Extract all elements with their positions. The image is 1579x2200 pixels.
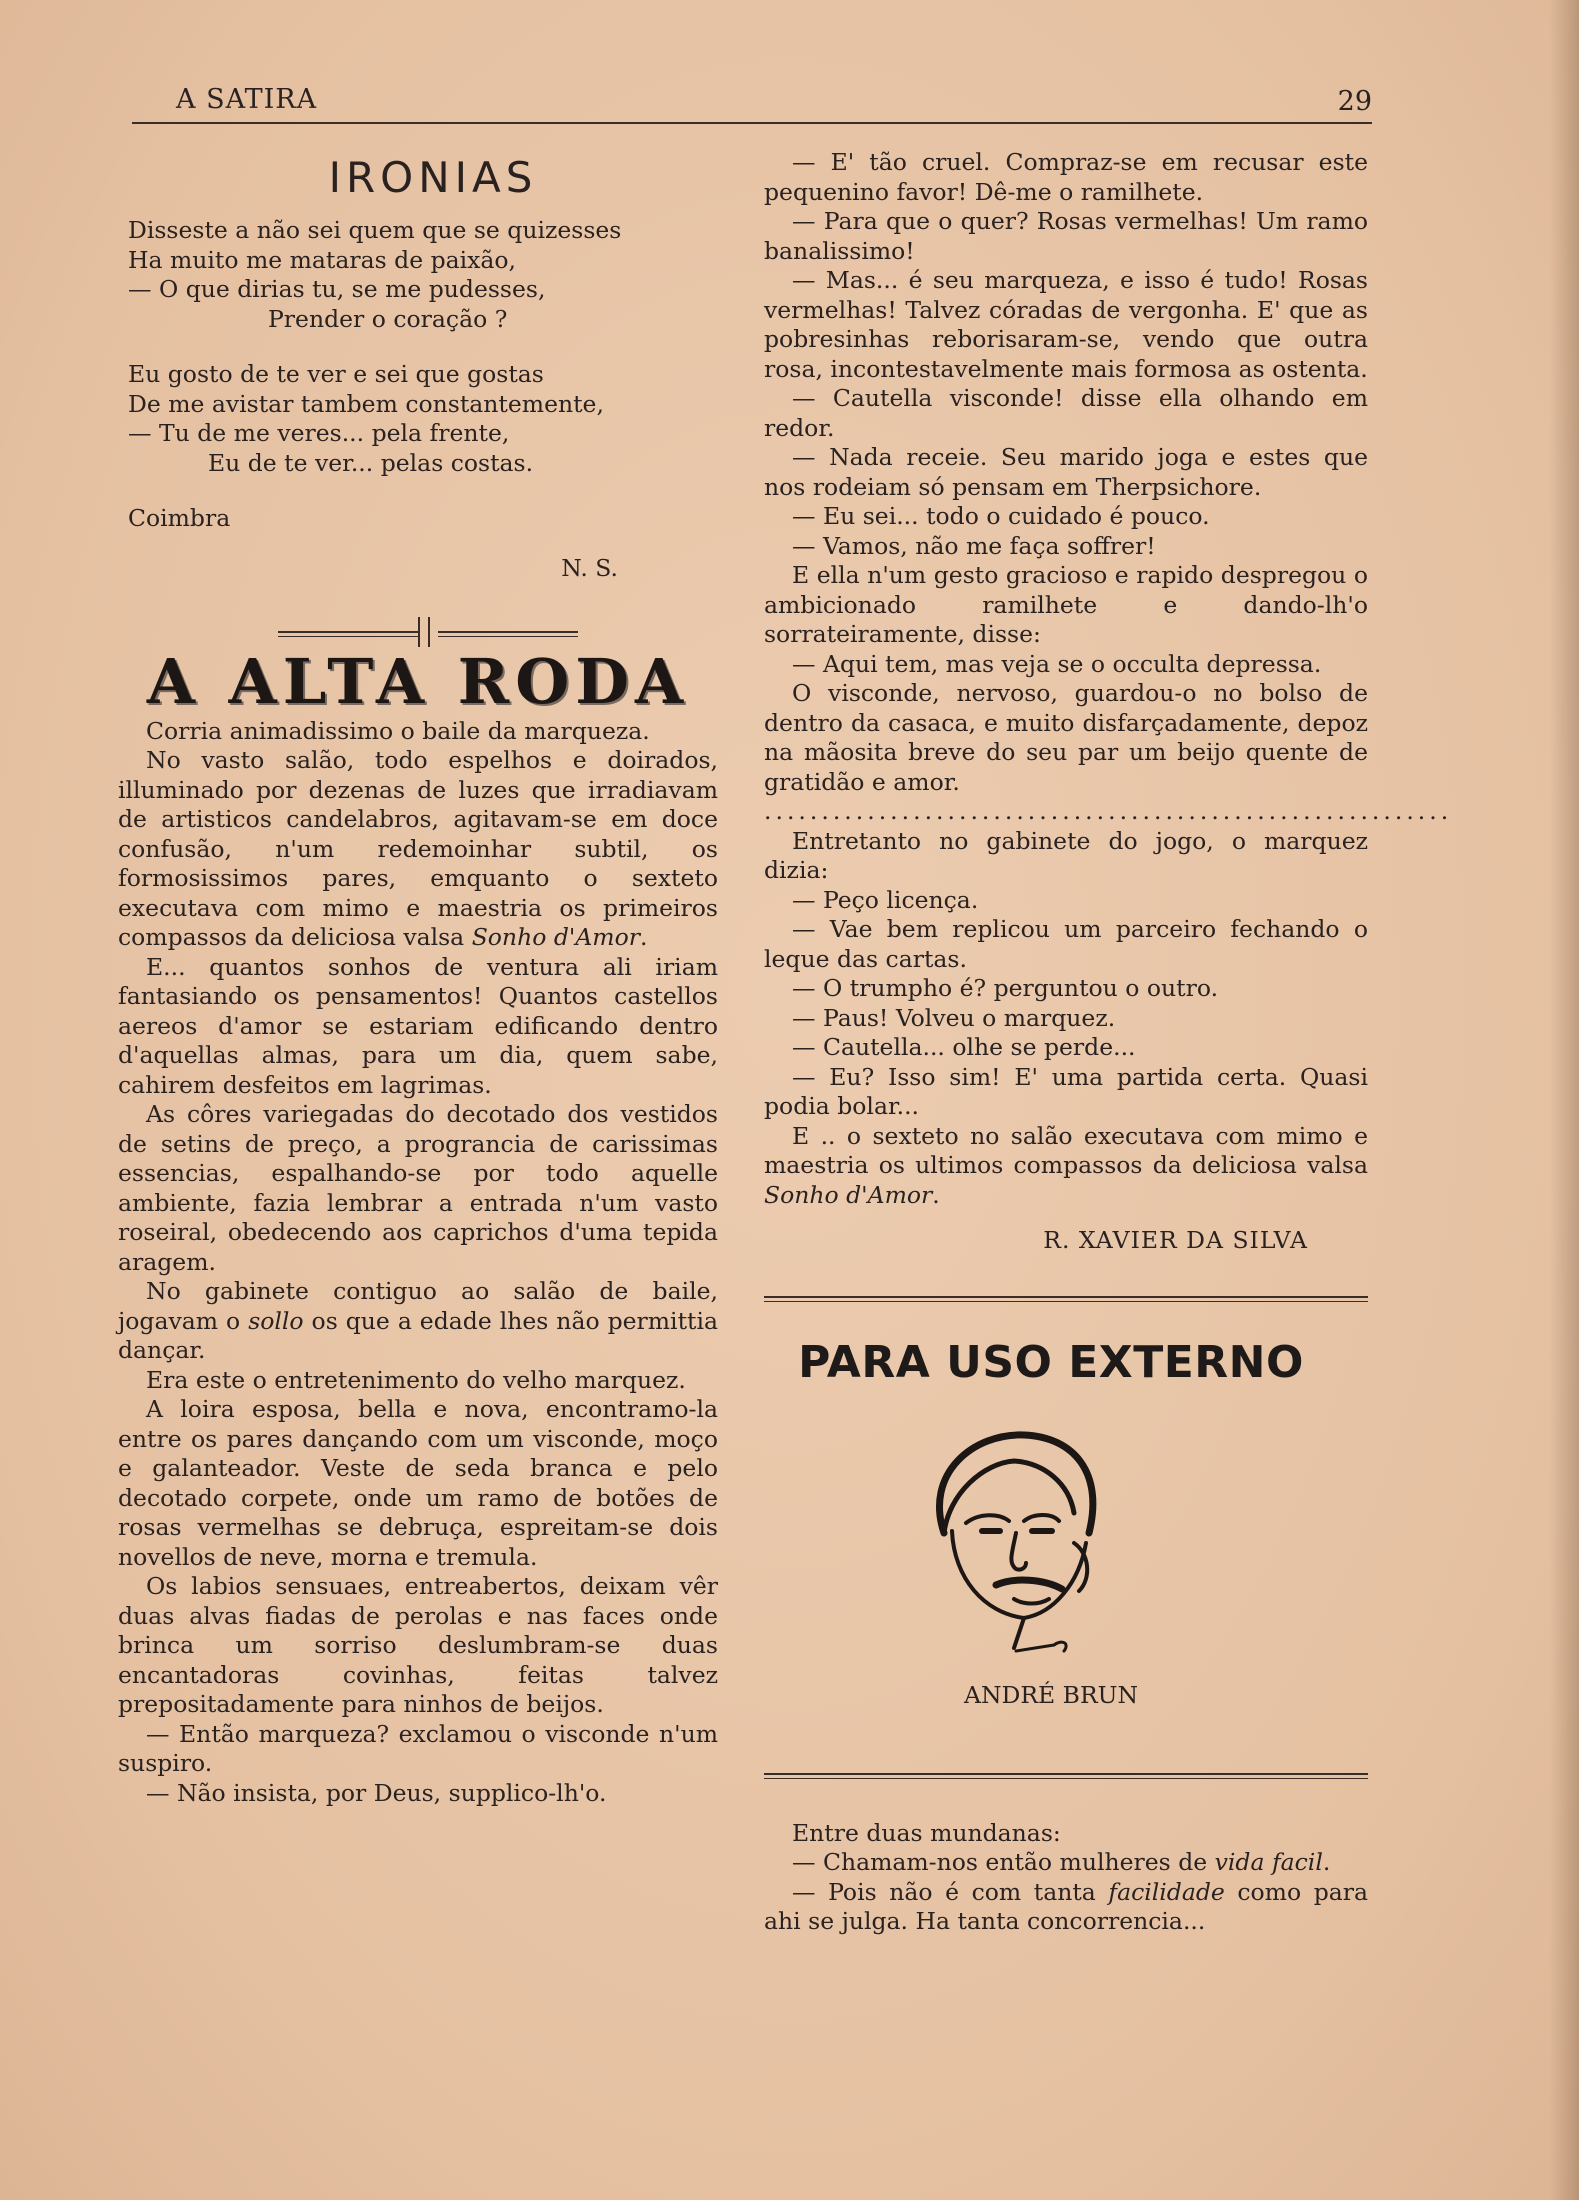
poem-line: — Tu de me veres... pela frente, bbox=[128, 419, 510, 447]
poem-line: Eu gosto de te ver e sei que gostas bbox=[128, 360, 544, 388]
paragraph: — Para que o quer? Rosas vermelhas! Um ramo banalissimo! bbox=[764, 207, 1368, 265]
poem-stanza-1 bbox=[128, 216, 718, 334]
italic-title: Sonho d'Amor bbox=[764, 1180, 933, 1209]
page-edge-shadow bbox=[1549, 0, 1579, 2200]
paragraph: A loira esposa, bella e nova, encontramo-la entre os pares dançando com um visconde, moço e galanteador. Veste de seda branca e pelo decotado corpete, onde um ramo de botões de rosas vermelhas se debruça, espreitam-se dois novellos de neve, morna e tremula. bbox=[118, 1395, 718, 1571]
ironias-title: IRONIAS bbox=[328, 153, 538, 202]
header-rule bbox=[132, 122, 1372, 124]
article-author: R. XAVIER DA SILVA bbox=[1043, 1226, 1308, 1254]
paragraph: No gabinete contiguo ao salão de baile, jogavam o sollo os que a edade lhes não permittia dançar. bbox=[118, 1277, 718, 1364]
paragraph: — Cautella... olhe se perde... bbox=[792, 1033, 1136, 1061]
paragraph: No vasto salão, todo espelhos e doirados, illuminado por dezenas de luzes que irradiavam de artisticos candelabros, agitavam-se em doce confusão, n'um redemoinhar subtil, os formosissimos pares, emquanto o sexteto executava com mimo e maestria os primeiros compassos da deliciosa valsa Sonho d'Amor. bbox=[118, 746, 718, 951]
paragraph: — Paus! Volveu o marquez. bbox=[792, 1003, 1116, 1032]
left-column bbox=[118, 148, 718, 1808]
caricature-illustration bbox=[904, 1413, 1124, 1663]
alta-roda-title: A ALTA RODA bbox=[146, 645, 690, 718]
poem-line: Disseste a não sei quem que se quizesses bbox=[128, 216, 622, 244]
paragraph: E .. o sexteto no salão executava com mimo e maestria os ultimos compassos da deliciosa valsa Sonho d'Amor. bbox=[764, 1121, 1368, 1209]
paragraph: — Aqui tem, mas veja se o occulta depressa. bbox=[792, 649, 1322, 678]
paragraph: — Cautella visconde! disse ella olhando em redor. bbox=[764, 384, 1368, 442]
page-number: 29 bbox=[1337, 86, 1372, 117]
italic-title: Sonho d'Amor bbox=[471, 923, 640, 951]
section-rule bbox=[764, 1296, 1368, 1302]
paragraph: — O trumpho é? perguntou o outro. bbox=[792, 974, 1219, 1002]
dotted-separator: ............................................................ bbox=[764, 797, 1453, 825]
joke-line: — Chamam-nos então mulheres de vida facil. bbox=[792, 1848, 1331, 1876]
paragraph: Entretanto no gabinete do jogo, o marquez dizia: bbox=[764, 826, 1368, 884]
italic-word: sollo bbox=[248, 1306, 304, 1335]
alta-roda-body-left bbox=[118, 717, 718, 1809]
paragraph: — Peço licença. bbox=[792, 885, 979, 914]
paragraph: — Não insista, por Deus, supplico-lh'o. bbox=[146, 1778, 607, 1807]
poem-place: Coimbra bbox=[128, 504, 231, 532]
poem-signature: N. S. bbox=[561, 553, 618, 582]
paragraph: — Nada receie. Seu marido joga e estes que nos rodeiam só pensam em Therpsichore. bbox=[764, 443, 1368, 501]
paragraph: As côres variegadas do decotado dos vestidos de setins de preço, a prograncia de carissimas essencias, espalhando-se por todo aquelle ambiente, fazia lembrar a entrada n'um vasto roseiral, obedecendo aos caprichos d'uma tepida aragem. bbox=[118, 1100, 718, 1276]
paragraph: — Vamos, não me faça soffrer! bbox=[792, 531, 1156, 560]
running-head bbox=[132, 84, 1372, 124]
paragraph: — Mas... é seu marqueza, e isso é tudo! Rosas vermelhas! Talvez córadas de vergonha. E' que as pobresinhas reborisaram-se, vendo que outra rosa, incontestavelmente mais formosa as ostenta. bbox=[764, 266, 1368, 383]
caricature-caption: ANDRÉ BRUN bbox=[963, 1681, 1139, 1709]
paragraph: Era este o entretenimento do velho marquez. bbox=[146, 1365, 686, 1394]
poem-line: Eu de te ver... pelas costas. bbox=[208, 448, 534, 477]
poem-line: Ha muito me mataras de paixão, bbox=[128, 245, 517, 274]
paragraph: E ella n'um gesto gracioso e rapido despregou o ambicionado ramilhete e dando-lh'o sorrateiramente, disse: bbox=[764, 561, 1368, 648]
paragraph: — Então marqueza? exclamou o visconde n'um suspiro. bbox=[118, 1719, 718, 1777]
poem-stanza-2 bbox=[128, 360, 718, 478]
joke-line: — Pois não é com tanta facilidade como para ahi se julga. Ha tanta concorrencia... bbox=[764, 1877, 1368, 1935]
italic-phrase: vida facil bbox=[1214, 1848, 1323, 1876]
para-uso-externo-title: PARA USO EXTERNO bbox=[798, 1336, 1304, 1388]
paragraph: Corria animadissimo o baile da marqueza. bbox=[146, 716, 650, 745]
paragraph: E... quantos sonhos de ventura ali iriam fantasiando os pensamentos! Quantos castellos aereos d'amor se estariam edificando dentro d'aquellas almas, para um dia, quem sabe, cahirem desfeitos em lagrimas. bbox=[118, 952, 718, 1099]
paragraph: Os labios sensuaes, entreabertos, deixam vêr duas alvas fiadas de perolas e nas faces onde brinca um sorriso deslumbram-se duas encantadoras covinhas, feitas talvez prepositadamente para ninhos de beijos. bbox=[118, 1572, 718, 1718]
section-divider-ornament bbox=[118, 597, 718, 657]
paragraph: — Eu? Isso sim! E' uma partida certa. Quasi podia bolar... bbox=[764, 1062, 1368, 1120]
paragraph: — E' tão cruel. Compraz-se em recusar este pequenino favor! Dê-me o ramilhete. bbox=[764, 148, 1368, 206]
italic-phrase: facilidade bbox=[1108, 1877, 1225, 1906]
alta-roda-body-right bbox=[764, 148, 1453, 1210]
poem-line: Prender o coração ? bbox=[268, 304, 508, 333]
right-column bbox=[764, 148, 1453, 1937]
poem-line: — O que dirias tu, se me pudesses, bbox=[128, 275, 546, 303]
paragraph: — Eu sei... todo o cuidado é pouco. bbox=[792, 502, 1210, 530]
joke-section bbox=[764, 1819, 1368, 1937]
magazine-name: A SATIRA bbox=[176, 84, 318, 115]
paragraph: — Vae bem replicou um parceiro fechando o leque das cartas. bbox=[764, 915, 1368, 973]
ironias-poem bbox=[118, 216, 718, 478]
poem-line: De me avistar tambem constantemente, bbox=[128, 389, 604, 418]
paragraph: O visconde, nervoso, guardou-o no bolso de dentro da casaca, e muito disfarçadamente, depoz na mãosita breve do seu par um beijo quente de gratidão e amor. bbox=[764, 679, 1368, 796]
joke-intro: Entre duas mundanas: bbox=[792, 1818, 1061, 1847]
section-rule bbox=[764, 1773, 1368, 1779]
